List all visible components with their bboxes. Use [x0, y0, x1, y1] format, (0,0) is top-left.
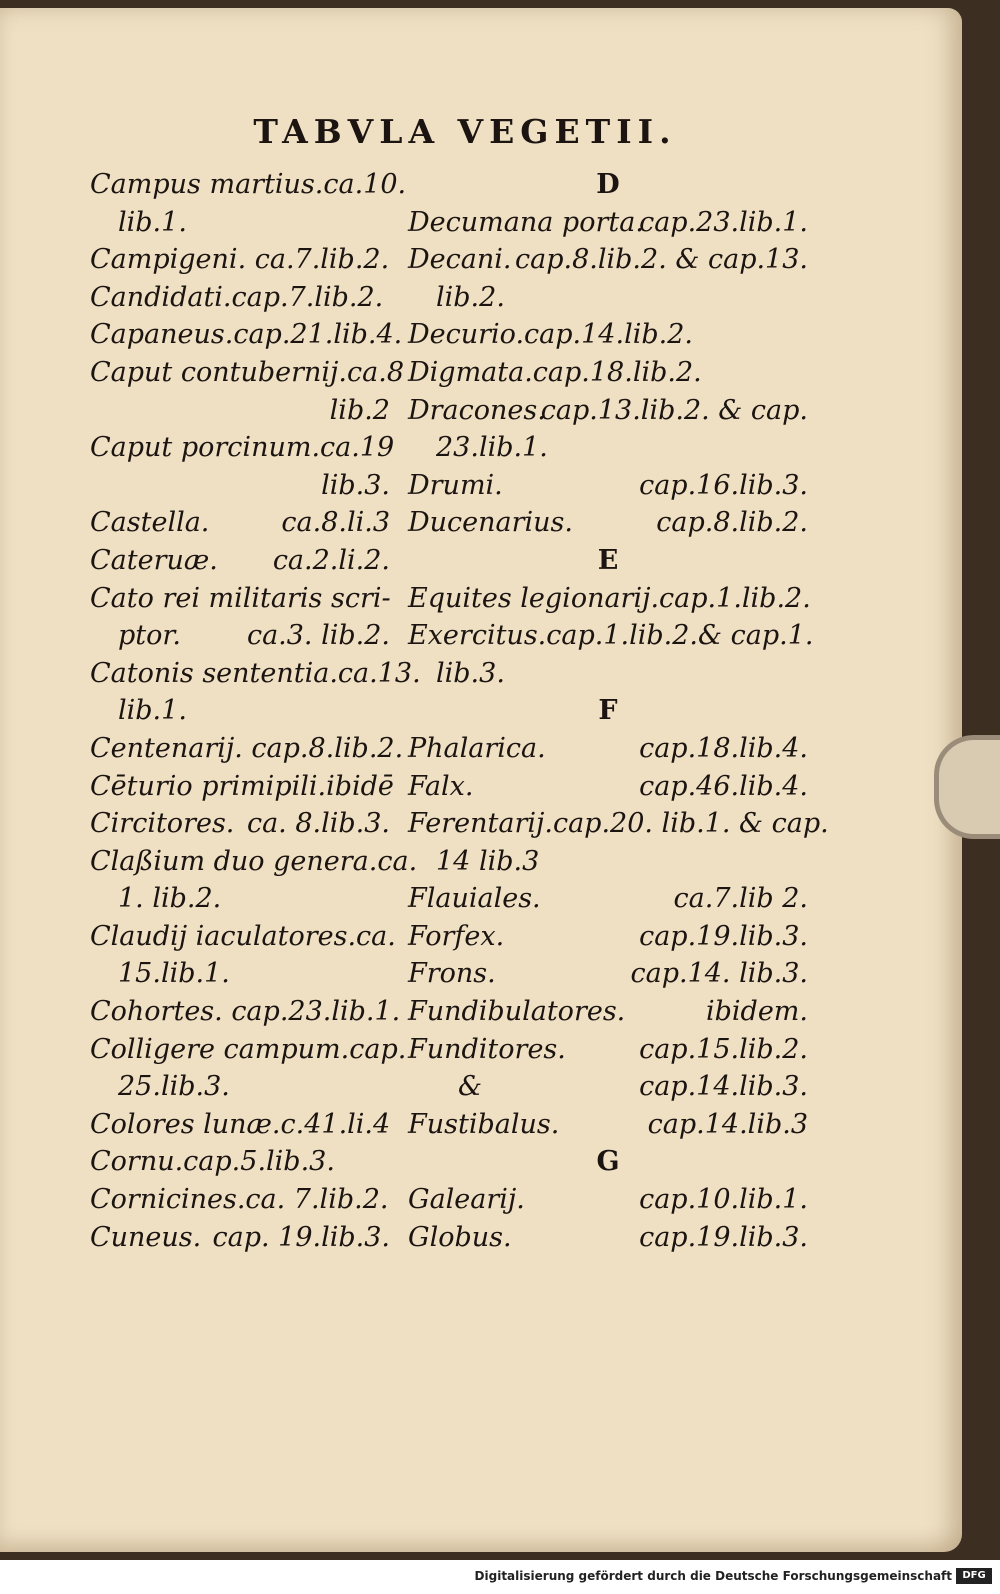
- entry-term: lib.2.: [436, 281, 505, 313]
- index-entry: [408, 392, 808, 430]
- entry-term: lib.1.: [118, 206, 187, 238]
- entry-reference: cap.14.lib.3.: [639, 1071, 808, 1103]
- index-entry: [408, 1219, 808, 1257]
- index-entry: [408, 1068, 808, 1106]
- entry-term: lib.1.: [118, 695, 187, 727]
- index-entry: [90, 1031, 407, 1069]
- index-entry: [90, 504, 390, 542]
- entry-term: Capaneus.cap.21.lib.4.: [90, 319, 403, 351]
- entry-reference: cap. 19.lib.3.: [212, 1221, 390, 1253]
- entry-term: lib.3.: [436, 657, 505, 689]
- entry-reference: ca.2.li.2.: [272, 544, 390, 576]
- index-entry: [90, 204, 390, 242]
- index-entry: [90, 692, 390, 730]
- funding-notice: Digitalisierung gefördert durch die Deutsche Forschungsgemeinschaft: [474, 1569, 952, 1583]
- entry-term: Funditores.: [408, 1033, 566, 1065]
- index-entry: [90, 467, 390, 505]
- index-entry: [408, 993, 808, 1031]
- index-entry: [90, 542, 390, 580]
- index-entry: [90, 1181, 390, 1219]
- index-entry: [408, 730, 808, 768]
- index-entry: [408, 504, 808, 542]
- entry-reference: cap.8.lib.2. & cap.13.: [515, 244, 808, 276]
- entry-term: Digmata.cap.18.lib.2.: [408, 356, 702, 388]
- entry-term: Drumi.: [408, 469, 503, 501]
- index-entry: [90, 617, 390, 655]
- index-entry: [90, 580, 390, 618]
- entry-reference: ibidem.: [705, 996, 808, 1028]
- entry-reference: ca.7.lib 2.: [673, 883, 808, 915]
- entry-term: Decurio.cap.14.lib.2.: [408, 319, 693, 351]
- entry-term: Flauiales.: [408, 883, 541, 915]
- entry-term: Forfex.: [408, 920, 505, 952]
- dfg-logo: DFG: [956, 1568, 992, 1584]
- entry-term: Frons.: [408, 958, 496, 990]
- entry-term: Campus martius.ca.10.: [90, 169, 407, 200]
- entry-term: Galearij.: [408, 1184, 525, 1216]
- index-entry: [90, 1143, 390, 1181]
- entry-term: Fundibulatores.: [408, 996, 626, 1028]
- index-entry: [90, 316, 403, 354]
- entry-term: 23.lib.1.: [436, 432, 548, 464]
- entry-reference: cap.14.lib.3: [647, 1108, 808, 1140]
- section-letter: F: [598, 695, 618, 727]
- entry-term: ptor.: [118, 620, 181, 652]
- section-letter: G: [596, 1146, 620, 1178]
- index-entry: [90, 768, 394, 806]
- index-entry: [408, 204, 808, 242]
- entry-reference: ca.8.li.3: [281, 507, 390, 539]
- index-entry: [408, 955, 808, 993]
- entry-term: Cornu.cap.5.lib.3.: [90, 1146, 335, 1178]
- index-entry: [408, 467, 808, 505]
- entry-term: Cateruæ.: [90, 544, 218, 576]
- entry-term: Colligere campum.cap.: [90, 1033, 407, 1065]
- entry-term: Castella.: [90, 507, 210, 539]
- entry-term: Caput contubernij.ca.8: [90, 356, 404, 388]
- entry-term: 14 lib.3: [436, 845, 540, 877]
- entry-term: Fustibalus.: [408, 1108, 560, 1140]
- entry-term: Exercitus.cap.1.lib.2.& cap.1.: [408, 620, 814, 652]
- entry-reference: cap.8.lib.2.: [656, 507, 808, 539]
- index-entry: [408, 880, 808, 918]
- entry-term: Colores lunæ.c.41.li.4: [90, 1108, 391, 1140]
- entry-term: 15.lib.1.: [118, 958, 230, 990]
- entry-reference: ca.3. lib.2.: [246, 620, 390, 652]
- entry-reference: cap.19.lib.3.: [639, 1221, 808, 1253]
- index-entry: [408, 1031, 808, 1069]
- entry-term: Centenarij. cap.8.lib.2.: [90, 732, 404, 764]
- entry-term: 1. lib.2.: [118, 883, 222, 915]
- index-entry: [90, 843, 418, 881]
- index-entry: [90, 1068, 390, 1106]
- index-entry: [90, 730, 404, 768]
- entry-reference: cap.16.lib.3.: [639, 469, 808, 501]
- index-entry: [90, 805, 390, 843]
- entry-term: Caput porcinum.ca.19: [90, 432, 395, 464]
- index-entry: [90, 279, 390, 317]
- index-entry: [408, 918, 808, 956]
- index-entry: [408, 580, 811, 618]
- entry-term: Cohortes. cap.23.lib.1.: [90, 996, 401, 1028]
- index-entry: [408, 617, 814, 655]
- index-entry: [90, 1219, 390, 1257]
- entry-term: Cornicines.ca. 7.lib.2.: [90, 1184, 389, 1216]
- index-entry: [90, 241, 390, 279]
- entry-term: Cuneus.: [90, 1221, 202, 1253]
- entry-term: Phalarica.: [408, 732, 546, 764]
- entry-term: Campigeni. ca.7.lib.2.: [90, 244, 390, 276]
- index-entry: [90, 429, 395, 467]
- entry-term: Equites legionarij.cap.1.lib.2.: [408, 582, 811, 614]
- entry-reference: cap.13.lib.2. & cap.: [540, 394, 808, 426]
- entry-term: Candidati.cap.7.lib.2.: [90, 281, 384, 313]
- index-entry: [408, 805, 829, 843]
- entry-ampersand: &: [458, 1071, 483, 1103]
- index-entry: [408, 1181, 808, 1219]
- index-entry: [90, 655, 421, 693]
- entry-reference: cap.10.lib.1.: [639, 1184, 808, 1216]
- entry-term: Ducenarius.: [408, 507, 573, 539]
- index-entry: [90, 392, 390, 430]
- entry-term: Catonis sententia.ca.13.: [90, 657, 421, 689]
- entry-term: Decumana porta.: [408, 206, 644, 238]
- entry-term: Ferentarij.cap.20. lib.1. & cap.: [408, 808, 829, 840]
- section-letter: D: [596, 169, 620, 200]
- index-entry: [408, 279, 808, 317]
- book-clasp: [934, 735, 1000, 839]
- index-entry: [408, 429, 808, 467]
- entry-term: Circitores.: [90, 808, 235, 840]
- entry-term: Globus.: [408, 1221, 512, 1253]
- entry-reference: lib.3.: [321, 469, 390, 501]
- entry-reference: ca. 8.lib.3.: [246, 808, 390, 840]
- entry-reference: cap.18.lib.4.: [639, 732, 808, 764]
- index-entry: [90, 166, 407, 204]
- entry-term: Falx.: [408, 770, 474, 802]
- entry-reference: lib.2: [329, 394, 390, 426]
- entry-term: Cēturio primipili.ibidē: [90, 770, 394, 802]
- index-entry: [90, 354, 404, 392]
- entry-reference: cap.15.lib.2.: [639, 1033, 808, 1065]
- entry-reference: cap.19.lib.3.: [639, 920, 808, 952]
- entry-reference: cap.23.lib.1.: [639, 206, 808, 238]
- index-entry: [90, 880, 390, 918]
- index-entry: [408, 655, 808, 693]
- entry-term: Claßium duo genera.ca.: [90, 845, 418, 877]
- index-entry: [408, 1106, 808, 1144]
- index-column-left: [90, 166, 421, 1256]
- entry-term: Claudij iaculatores.ca.: [90, 920, 396, 952]
- index-entry: [90, 1106, 390, 1144]
- entry-term: 25.lib.3.: [118, 1071, 230, 1103]
- section-letter: E: [597, 544, 619, 576]
- index-entry: [90, 955, 390, 993]
- index-entry: [90, 918, 396, 956]
- index-entry: [408, 843, 808, 881]
- index-entry: [408, 354, 808, 392]
- index-column-right: [408, 166, 829, 1256]
- index-entry: [90, 993, 401, 1031]
- footer-bar: [0, 1560, 1000, 1594]
- entry-reference: cap.14. lib.3.: [630, 958, 808, 990]
- index-entry: [408, 241, 808, 279]
- page-title: TABVLA VEGETII.: [253, 112, 677, 151]
- entry-term: Decani.: [408, 244, 512, 276]
- entry-term: Dracones.: [408, 394, 546, 426]
- entry-reference: cap.46.lib.4.: [639, 770, 808, 802]
- index-entry: [408, 768, 808, 806]
- entry-term: Cato rei militaris scri-: [90, 582, 391, 614]
- index-entry: [408, 316, 808, 354]
